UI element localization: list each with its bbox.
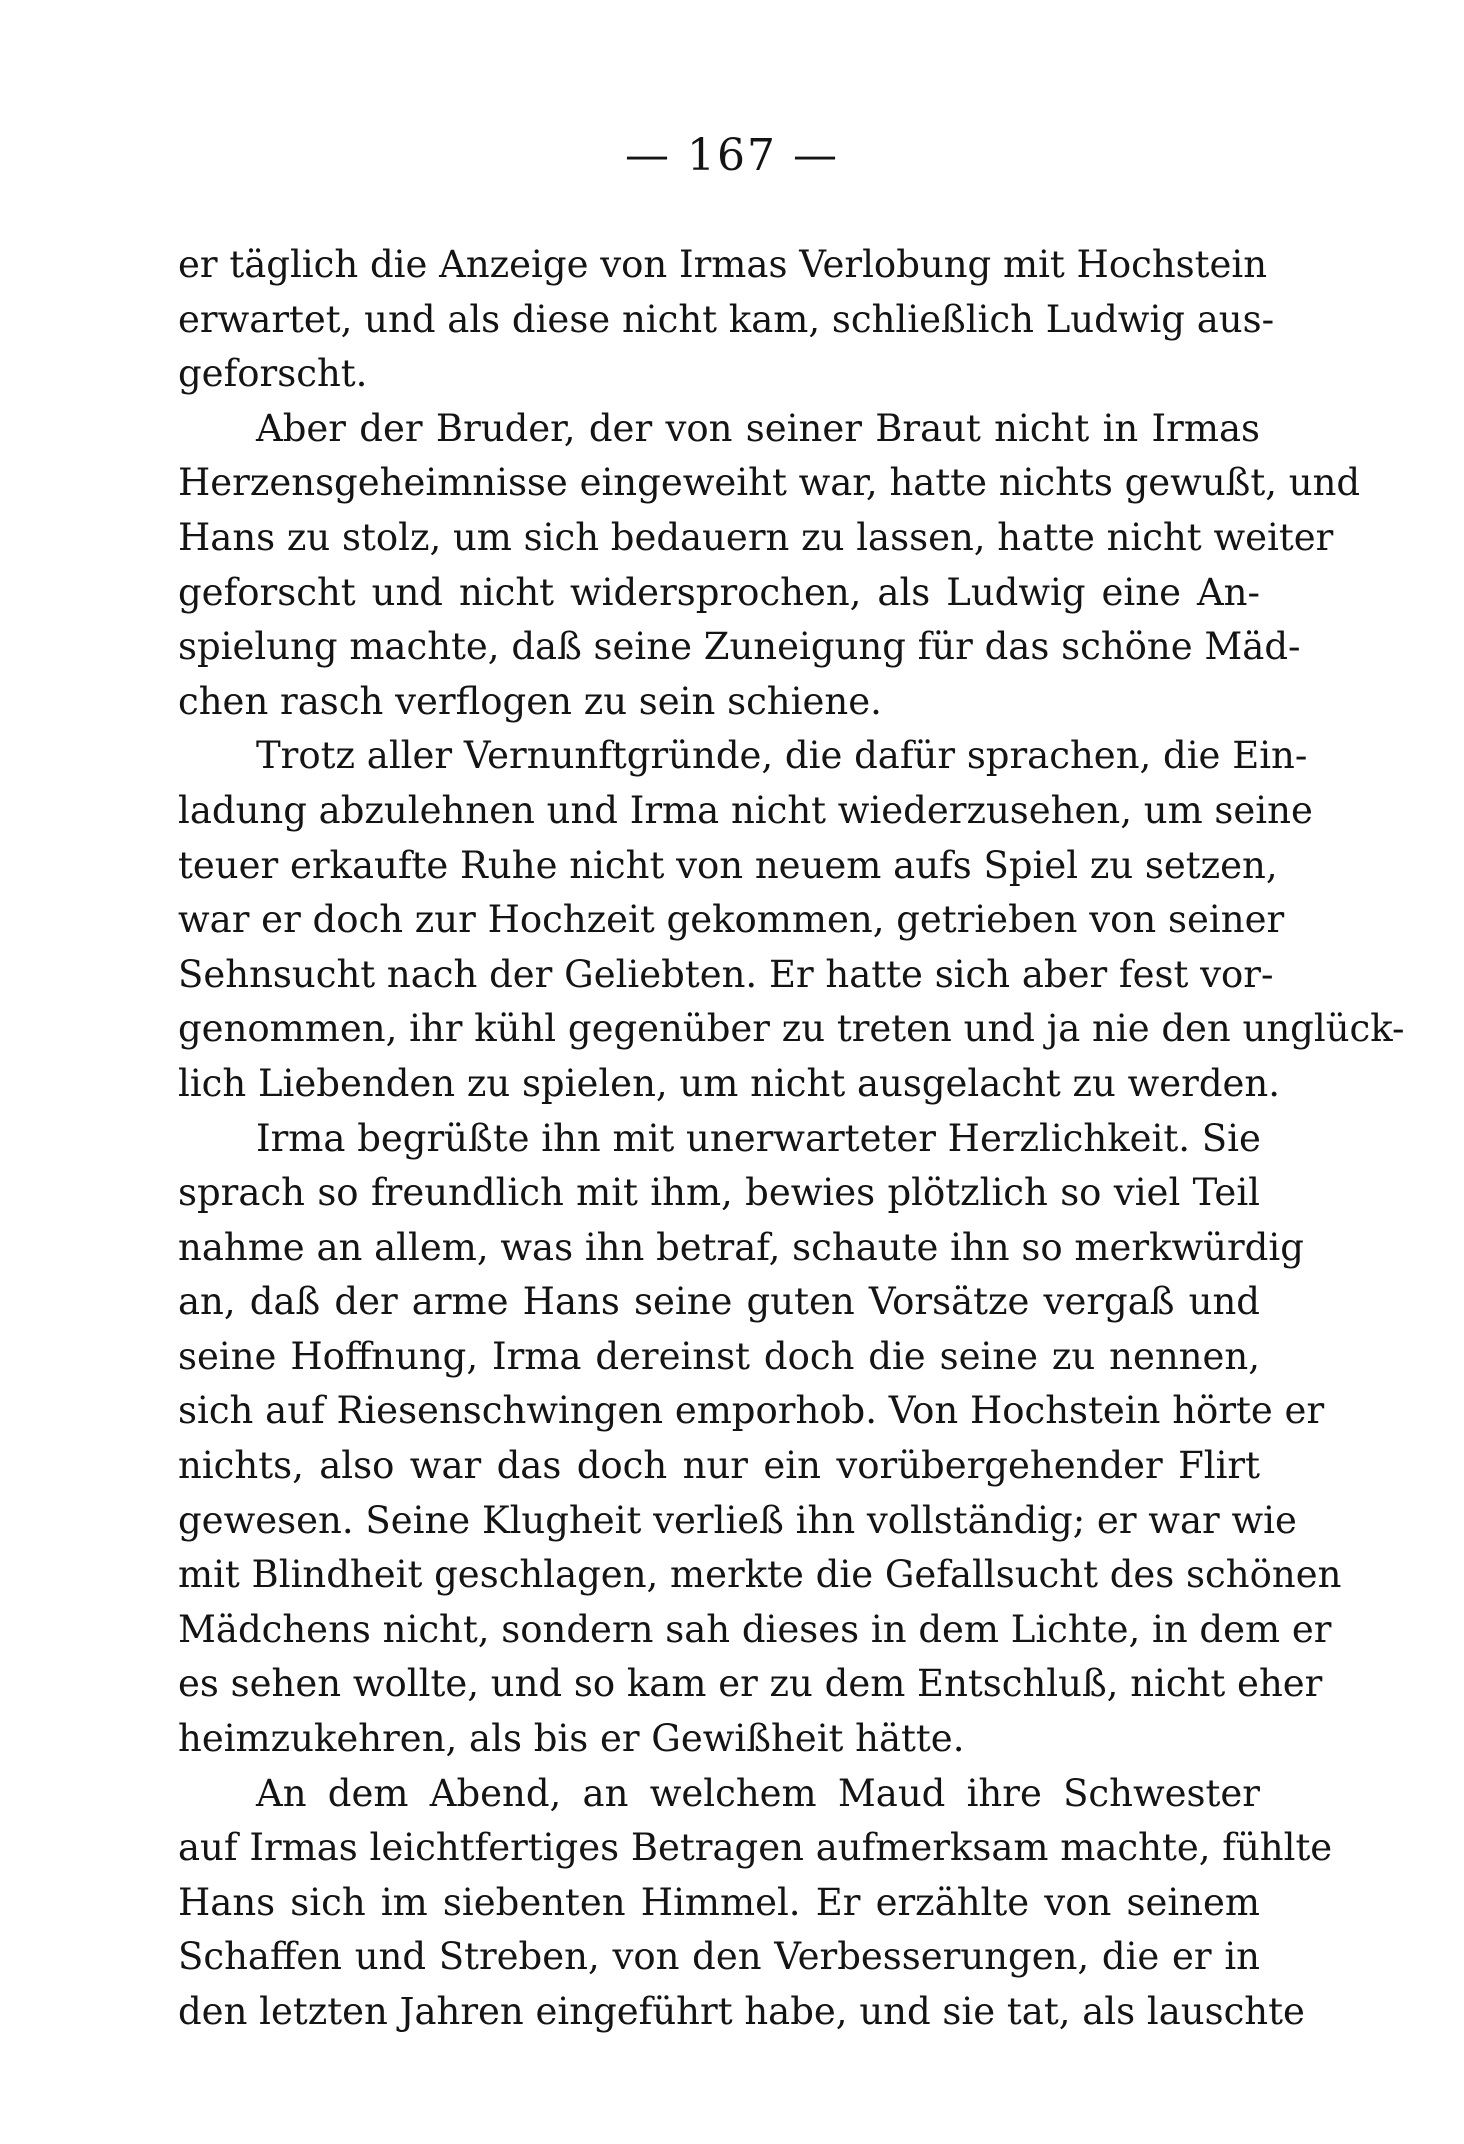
body-text (178, 238, 1405, 2040)
text-line: Hans sich im siebenten Himmel. Er erzählte von seinem (178, 1880, 1260, 1924)
text-line: Trotz aller Vernunftgründe, die dafür sprachen, die Ein- (256, 734, 1308, 778)
text-line: war er doch zur Hochzeit gekommen, getrieben von seiner (178, 898, 1285, 942)
page-number: — 167 — (625, 130, 839, 181)
text-line: an, daß der arme Hans seine guten Vorsätze vergaß und (178, 1280, 1260, 1324)
text-line: Schaffen und Streben, von den Verbesserungen, die er in (178, 1935, 1260, 1979)
text-line: teuer erkaufte Ruhe nicht von neuem aufs Spiel zu setzen, (178, 843, 1278, 887)
paragraph (178, 1112, 1342, 1767)
text-line: Aber der Bruder, der von seiner Braut nicht in Irmas (256, 406, 1260, 450)
text-line: An dem Abend, an welchem Maud ihre Schwester (256, 1771, 1260, 1815)
text-line: auf Irmas leichtfertiges Betragen aufmerksam machte, fühlte (178, 1826, 1333, 1870)
text-line: lich Liebenden zu spielen, um nicht ausgelacht zu werden. (178, 1061, 1280, 1105)
text-line: genommen, ihr kühl gegenüber zu treten und ja nie den unglück- (178, 1007, 1405, 1051)
text-line: erwartet, und als diese nicht kam, schließlich Ludwig aus- (178, 297, 1275, 341)
text-line: er täglich die Anzeige von Irmas Verlobung mit Hochstein (178, 243, 1268, 286)
text-line: seine Hoffnung, Irma dereinst doch die seine zu nennen, (178, 1334, 1260, 1378)
text-line: sprach so freundlich mit ihm, bewies plötzlich so viel Teil (178, 1171, 1260, 1215)
text-line: Irma begrüßte ihn mit unerwarteter Herzlichkeit. Sie (256, 1116, 1261, 1160)
text-line: Hans zu stolz, um sich bedauern zu lassen, hatte nicht weiter (178, 515, 1334, 559)
text-line: Mädchens nicht, sondern sah dieses in dem Lichte, in dem er (178, 1607, 1332, 1651)
paragraph (178, 729, 1405, 1111)
text-line: mit Blindheit geschlagen, merkte die Gefallsucht des schönen (178, 1553, 1342, 1597)
paragraph (178, 402, 1361, 730)
text-line: nichts, also war das doch nur ein vorübergehender Flirt (178, 1444, 1260, 1488)
text-line: es sehen wollte, und so kam er zu dem Entschluß, nicht eher (178, 1662, 1323, 1706)
text-line: geforscht und nicht widersprochen, als Ludwig eine An- (178, 570, 1260, 614)
text-line: den letzten Jahren eingeführt habe, und sie tat, als lauschte (178, 1990, 1305, 2033)
text-line: ladung abzulehnen und Irma nicht wiederzusehen, um seine (178, 788, 1313, 832)
paragraph (178, 1767, 1333, 2040)
text-line: gewesen. Seine Klugheit verließ ihn vollständig; er war wie (178, 1498, 1297, 1542)
text-line: heimzukehren, als bis er Gewißheit hätte. (178, 1717, 965, 1761)
text-line: sich auf Riesenschwingen emporhob. Von Hochstein hörte er (178, 1389, 1325, 1433)
text-line: Herzensgeheimnisse eingeweiht war, hatte nichts gewußt, und (178, 461, 1361, 505)
text-line: geforscht. (178, 352, 368, 396)
paragraph (178, 238, 1275, 402)
text-line: Sehnsucht nach der Geliebten. Er hatte sich aber fest vor- (178, 952, 1274, 996)
text-line: chen rasch verflogen zu sein schiene. (178, 679, 882, 723)
text-line: spielung machte, daß seine Zuneigung für das schöne Mäd- (178, 625, 1301, 669)
text-line: nahme an allem, was ihn betraf, schaute ihn so merkwürdig (178, 1225, 1304, 1269)
